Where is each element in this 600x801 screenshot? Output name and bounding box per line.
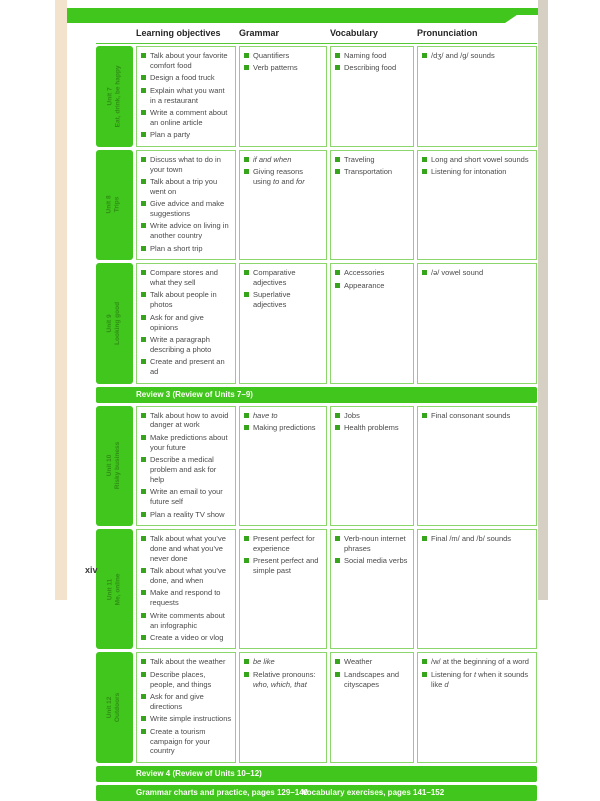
list-item bbox=[335, 556, 410, 566]
objectives-cell bbox=[136, 652, 236, 763]
list-item-text: /dʒ/ and /ɡ/ sounds bbox=[431, 51, 495, 60]
objectives-cell bbox=[136, 46, 236, 147]
bullet-list bbox=[335, 51, 410, 73]
bullet-square-icon bbox=[141, 590, 146, 595]
bullet-list bbox=[141, 268, 232, 377]
pronunciation-cell bbox=[417, 46, 537, 147]
list-item-text: Plan a party bbox=[150, 130, 191, 140]
list-item-text: Jobs bbox=[344, 410, 360, 420]
list-item bbox=[335, 670, 410, 690]
bullet-square-icon bbox=[141, 292, 146, 297]
bullet-square-icon bbox=[422, 270, 427, 275]
unit-title: Eat, drink, be happy bbox=[114, 65, 122, 128]
list-item-text: Discuss what to do in your town bbox=[150, 154, 221, 174]
list-item-text: Create a video or vlog bbox=[150, 632, 224, 642]
bullet-list bbox=[244, 534, 323, 576]
table-rows bbox=[96, 46, 537, 782]
bullet-square-icon bbox=[141, 694, 146, 699]
unit-label bbox=[96, 652, 133, 763]
bullet-square-icon bbox=[141, 88, 146, 93]
bullet-square-icon bbox=[422, 53, 427, 58]
unit-label-text bbox=[106, 573, 123, 605]
list-item-text: Make predictions about your future bbox=[150, 432, 228, 452]
unit-row-unit-7 bbox=[96, 46, 537, 147]
bullet-square-icon bbox=[244, 659, 249, 664]
list-item-text: Make and respond to requests bbox=[150, 588, 221, 608]
list-item bbox=[244, 556, 323, 576]
header-vocabulary: Vocabulary bbox=[330, 28, 378, 38]
list-item bbox=[244, 155, 323, 165]
bullet-list bbox=[141, 657, 232, 756]
bullet-square-icon bbox=[335, 53, 340, 58]
list-item bbox=[422, 51, 533, 61]
objectives-cell bbox=[136, 406, 236, 526]
list-item-text: Plan a reality TV show bbox=[150, 509, 225, 519]
list-item-text: Traveling bbox=[344, 154, 375, 164]
list-item bbox=[141, 290, 232, 310]
list-item-text: Present perfect and simple past bbox=[253, 556, 319, 576]
list-item-text: Ask for and give directions bbox=[150, 692, 204, 711]
list-item bbox=[244, 670, 323, 690]
header-learning-objectives: Learning objectives bbox=[136, 28, 221, 38]
list-item-text: Comparative adjectives bbox=[253, 268, 296, 288]
bullet-list bbox=[141, 155, 232, 254]
list-item bbox=[335, 411, 410, 421]
list-item bbox=[335, 167, 410, 177]
list-item-text: /w/ at the beginning of a word bbox=[431, 657, 529, 667]
list-item bbox=[141, 611, 232, 631]
bullet-square-icon bbox=[244, 425, 249, 430]
grammar-cell bbox=[239, 406, 327, 526]
bullet-square-icon bbox=[141, 270, 146, 275]
bullet-square-icon bbox=[141, 489, 146, 494]
list-item-text: Health problems bbox=[344, 422, 399, 432]
list-item-text: Write comments about an infographic bbox=[150, 610, 225, 630]
list-item-text bbox=[253, 155, 291, 165]
list-item bbox=[141, 714, 232, 724]
header-divider bbox=[96, 43, 537, 44]
italic-text: to bbox=[273, 176, 280, 186]
bullet-square-icon bbox=[141, 568, 146, 573]
pronunciation-cell bbox=[417, 406, 537, 526]
pronunciation-cell bbox=[417, 263, 537, 383]
list-item-text: Plan a short trip bbox=[150, 243, 203, 253]
list-item bbox=[335, 51, 410, 61]
unit-number: Unit 11 bbox=[106, 578, 114, 600]
list-item bbox=[244, 411, 323, 421]
bullet-square-icon bbox=[244, 672, 249, 677]
footer-band bbox=[96, 785, 537, 801]
unit-label bbox=[96, 46, 133, 147]
grammar-cell bbox=[239, 652, 327, 763]
list-item-text: Transportation bbox=[344, 167, 393, 177]
bullet-square-icon bbox=[335, 169, 340, 174]
list-item-text: Talk about what you’ve done, and when bbox=[150, 566, 226, 586]
bullet-square-icon bbox=[141, 337, 146, 342]
list-item-text: Relative pronouns: who, which, that bbox=[253, 669, 316, 689]
unit-row-unit-8 bbox=[96, 150, 537, 261]
unit-title: Looking good bbox=[114, 301, 122, 345]
list-item-text: Talk about how to avoid danger at work bbox=[150, 410, 229, 430]
bullet-list bbox=[141, 51, 232, 140]
bullet-list bbox=[422, 534, 533, 544]
unit-title: Me, online bbox=[114, 573, 122, 606]
list-item-text: Social media verbs bbox=[344, 556, 408, 566]
bullet-list bbox=[335, 534, 410, 566]
bullet-square-icon bbox=[141, 716, 146, 721]
footer-vocabulary-exercises: Vocabulary exercises, pages 141–152 bbox=[302, 787, 445, 797]
unit-row-unit-11 bbox=[96, 529, 537, 649]
bullet-square-icon bbox=[141, 157, 146, 162]
list-item-text: Giving reasons using to and for bbox=[253, 167, 305, 186]
list-item-text bbox=[253, 411, 278, 421]
list-item bbox=[244, 51, 323, 61]
bullet-square-icon bbox=[141, 359, 146, 364]
list-item-text: Write an email to your future self bbox=[150, 487, 223, 507]
list-item bbox=[244, 657, 323, 667]
bullet-square-icon bbox=[335, 425, 340, 430]
list-item-text: Accessories bbox=[344, 268, 385, 278]
list-item-text: Design a food truck bbox=[150, 73, 215, 83]
bullet-square-icon bbox=[244, 65, 249, 70]
list-item-text: Verb patterns bbox=[253, 63, 298, 73]
italic-text: if and when bbox=[253, 154, 292, 164]
page-edge-left bbox=[55, 0, 67, 600]
bullet-square-icon bbox=[422, 659, 427, 664]
list-item-text: Talk about people in photos bbox=[150, 290, 217, 310]
bullet-square-icon bbox=[335, 413, 340, 418]
page-edge-right bbox=[538, 0, 548, 600]
unit-row-unit-9 bbox=[96, 263, 537, 383]
list-item bbox=[141, 357, 232, 377]
bullet-list bbox=[141, 411, 232, 520]
unit-label bbox=[96, 529, 133, 649]
unit-label-text bbox=[106, 302, 123, 345]
bullet-square-icon bbox=[141, 613, 146, 618]
list-item-text: Talk about your favorite comfort food bbox=[150, 51, 228, 70]
list-item bbox=[244, 534, 323, 554]
list-item bbox=[422, 268, 533, 278]
list-item-text: Describing food bbox=[344, 63, 397, 73]
bullet-list bbox=[422, 155, 533, 177]
list-item bbox=[141, 244, 232, 254]
list-item bbox=[141, 86, 232, 106]
list-item-text: Listening for t when it sounds like d bbox=[431, 669, 529, 689]
bullet-list bbox=[141, 534, 232, 643]
list-item bbox=[244, 423, 323, 433]
list-item-text: Naming food bbox=[344, 51, 387, 60]
list-item bbox=[141, 268, 232, 288]
unit-label-text bbox=[106, 196, 123, 214]
list-item bbox=[141, 433, 232, 453]
page-body bbox=[67, 0, 538, 797]
list-item-text: Write a paragraph describing a photo bbox=[150, 334, 212, 354]
list-item-text: Verb-noun internet phrases bbox=[344, 533, 406, 553]
list-item bbox=[141, 411, 232, 431]
list-item-text: Final consonant sounds bbox=[431, 410, 511, 420]
list-item bbox=[244, 63, 323, 73]
bullet-square-icon bbox=[422, 672, 427, 677]
bullet-square-icon bbox=[335, 283, 340, 288]
list-item bbox=[335, 281, 410, 291]
page-number: xiv bbox=[85, 565, 98, 575]
list-item-text: Compare stores and what they sell bbox=[150, 268, 218, 288]
list-item bbox=[422, 411, 533, 421]
list-item-text bbox=[253, 657, 275, 667]
list-item-text: Talk about the weather bbox=[150, 657, 226, 667]
list-item-text: Describe places, people, and things bbox=[150, 669, 212, 689]
bullet-list bbox=[422, 268, 533, 278]
list-item-text: Talk about what you’ve done and what you’ve never done bbox=[150, 533, 226, 563]
unit-label-text bbox=[106, 693, 123, 722]
scope-sequence-table bbox=[96, 23, 537, 801]
list-item-text: Write a comment about an online article bbox=[150, 107, 228, 127]
list-item bbox=[335, 423, 410, 433]
italic-text: for bbox=[295, 176, 305, 186]
list-item-text: Final /m/ and /b/ sounds bbox=[431, 533, 512, 543]
grammar-cell bbox=[239, 150, 327, 261]
bullet-square-icon bbox=[335, 672, 340, 677]
bullet-square-icon bbox=[141, 512, 146, 517]
bullet-square-icon bbox=[335, 536, 340, 541]
bullet-square-icon bbox=[141, 536, 146, 541]
unit-row-unit-12 bbox=[96, 652, 537, 763]
bullet-square-icon bbox=[244, 558, 249, 563]
unit-title: Trips bbox=[114, 197, 122, 213]
unit-title: Risky business bbox=[114, 442, 122, 490]
list-item bbox=[141, 73, 232, 83]
list-item-text: /ə/ vowel sound bbox=[431, 268, 484, 278]
list-item bbox=[141, 670, 232, 690]
list-item-text: Write simple instructions bbox=[150, 714, 232, 724]
bullet-square-icon bbox=[141, 457, 146, 462]
bullet-list bbox=[244, 657, 323, 689]
unit-title: Outdoors bbox=[114, 692, 122, 723]
bullet-list bbox=[422, 51, 533, 61]
list-item bbox=[141, 692, 232, 712]
bullet-square-icon bbox=[335, 270, 340, 275]
list-item bbox=[141, 199, 232, 219]
list-item-text: Landscapes and cityscapes bbox=[344, 669, 400, 689]
bullet-list bbox=[335, 268, 410, 290]
bullet-square-icon bbox=[422, 157, 427, 162]
bullet-square-icon bbox=[244, 270, 249, 275]
bullet-list bbox=[244, 411, 323, 433]
list-item bbox=[422, 167, 533, 177]
unit-row-unit-10 bbox=[96, 406, 537, 526]
list-item bbox=[141, 155, 232, 175]
list-item-text: Long and short vowel sounds bbox=[431, 154, 529, 164]
bullet-square-icon bbox=[244, 157, 249, 162]
list-item bbox=[244, 167, 323, 187]
list-item bbox=[422, 534, 533, 544]
bullet-list bbox=[335, 155, 410, 177]
list-item bbox=[141, 588, 232, 608]
list-item bbox=[141, 313, 232, 333]
unit-number: Unit 10 bbox=[106, 454, 114, 477]
list-item-text: Explain what you want in a restaurant bbox=[150, 85, 225, 105]
grammar-cell bbox=[239, 529, 327, 649]
bullet-square-icon bbox=[141, 132, 146, 137]
list-item bbox=[335, 534, 410, 554]
list-item bbox=[335, 63, 410, 73]
list-item bbox=[141, 510, 232, 520]
objectives-cell bbox=[136, 529, 236, 649]
book-page bbox=[55, 0, 548, 797]
bullet-square-icon bbox=[141, 672, 146, 677]
list-item-text: Appearance bbox=[344, 280, 385, 290]
bullet-list bbox=[335, 411, 410, 433]
italic-text: have to bbox=[253, 410, 278, 420]
unit-label bbox=[96, 406, 133, 526]
list-item bbox=[141, 177, 232, 197]
list-item-text: Create and present an ad bbox=[150, 357, 225, 377]
vocabulary-cell bbox=[330, 529, 414, 649]
unit-label bbox=[96, 263, 133, 383]
bullet-square-icon bbox=[244, 169, 249, 174]
pronunciation-cell bbox=[417, 150, 537, 261]
italic-text: be like bbox=[253, 657, 275, 667]
bullet-square-icon bbox=[141, 435, 146, 440]
bullet-list bbox=[422, 657, 533, 689]
bullet-square-icon bbox=[141, 729, 146, 734]
bullet-square-icon bbox=[244, 536, 249, 541]
list-item-text: Talk about a trip you went on bbox=[150, 176, 218, 196]
italic-text: d bbox=[444, 679, 449, 689]
list-item-text: Give advice and make suggestions bbox=[150, 199, 225, 219]
bullet-square-icon bbox=[141, 75, 146, 80]
unit-label-text bbox=[106, 442, 123, 489]
unit-number: Unit 8 bbox=[106, 195, 114, 214]
header-pronunciation: Pronunciation bbox=[417, 28, 478, 38]
unit-label bbox=[96, 150, 133, 261]
list-item bbox=[422, 155, 533, 165]
list-item bbox=[141, 455, 232, 485]
bullet-square-icon bbox=[141, 246, 146, 251]
pronunciation-cell bbox=[417, 529, 537, 649]
list-item-text: Making predictions bbox=[253, 422, 316, 432]
unit-label-text bbox=[106, 65, 123, 127]
list-item bbox=[141, 633, 232, 643]
list-item bbox=[335, 657, 410, 667]
list-item bbox=[335, 155, 410, 165]
grammar-cell bbox=[239, 263, 327, 383]
list-item-text: Write advice on living in another country bbox=[150, 221, 229, 241]
bullet-square-icon bbox=[244, 53, 249, 58]
objectives-cell bbox=[136, 263, 236, 383]
bullet-list bbox=[335, 657, 410, 689]
header-grammar: Grammar bbox=[239, 28, 280, 38]
bullet-square-icon bbox=[141, 223, 146, 228]
bullet-square-icon bbox=[335, 659, 340, 664]
list-item-text: Quantifiers bbox=[253, 51, 290, 60]
review-band: Review 4 (Review of Units 10–12) bbox=[96, 766, 537, 782]
bullet-square-icon bbox=[141, 201, 146, 206]
bullet-square-icon bbox=[141, 659, 146, 664]
unit-number: Unit 9 bbox=[106, 314, 114, 333]
vocabulary-cell bbox=[330, 46, 414, 147]
pronunciation-cell bbox=[417, 652, 537, 763]
vocabulary-cell bbox=[330, 406, 414, 526]
list-item-text: Create a tourism campaign for your country bbox=[150, 726, 211, 756]
bullet-list bbox=[244, 268, 323, 310]
list-item-text: Listening for intonation bbox=[431, 167, 507, 177]
italic-text: who, which, that bbox=[253, 679, 307, 689]
list-item bbox=[141, 51, 232, 71]
list-item bbox=[141, 566, 232, 586]
list-item-text: Present perfect for experience bbox=[253, 533, 315, 553]
vocabulary-cell bbox=[330, 150, 414, 261]
footer-grammar-charts: Grammar charts and practice, pages 129–140 bbox=[136, 787, 309, 797]
bullet-square-icon bbox=[335, 157, 340, 162]
list-item bbox=[244, 290, 323, 310]
bullet-square-icon bbox=[244, 292, 249, 297]
column-headers bbox=[96, 23, 537, 43]
bullet-square-icon bbox=[141, 635, 146, 640]
list-item bbox=[141, 657, 232, 667]
vocabulary-cell bbox=[330, 652, 414, 763]
bullet-square-icon bbox=[141, 413, 146, 418]
list-item bbox=[244, 268, 323, 288]
bullet-list bbox=[244, 51, 323, 73]
list-item-text: Ask for and give opinions bbox=[150, 312, 204, 332]
review-band: Review 3 (Review of Units 7–9) bbox=[96, 387, 537, 403]
list-item bbox=[141, 130, 232, 140]
list-item bbox=[141, 727, 232, 757]
unit-number: Unit 7 bbox=[106, 87, 114, 106]
bullet-square-icon bbox=[422, 413, 427, 418]
vocabulary-cell bbox=[330, 263, 414, 383]
unit-number: Unit 12 bbox=[106, 696, 114, 719]
bullet-square-icon bbox=[335, 558, 340, 563]
list-item-text: Weather bbox=[344, 657, 373, 667]
list-item-text: Superlative adjectives bbox=[253, 290, 291, 310]
list-item bbox=[335, 268, 410, 278]
bullet-square-icon bbox=[244, 413, 249, 418]
list-item bbox=[141, 335, 232, 355]
list-item bbox=[141, 487, 232, 507]
bullet-square-icon bbox=[422, 169, 427, 174]
list-item bbox=[141, 534, 232, 564]
bullet-square-icon bbox=[141, 315, 146, 320]
bullet-square-icon bbox=[141, 110, 146, 115]
list-item bbox=[141, 221, 232, 241]
grammar-cell bbox=[239, 46, 327, 147]
list-item bbox=[141, 108, 232, 128]
top-green-bar bbox=[67, 8, 538, 23]
bullet-square-icon bbox=[422, 536, 427, 541]
list-item bbox=[422, 670, 533, 690]
objectives-cell bbox=[136, 150, 236, 261]
bullet-square-icon bbox=[141, 179, 146, 184]
bullet-list bbox=[244, 155, 323, 187]
italic-text: t bbox=[473, 669, 477, 679]
bullet-square-icon bbox=[141, 53, 146, 58]
bullet-square-icon bbox=[335, 65, 340, 70]
list-item bbox=[422, 657, 533, 667]
list-item-text: Describe a medical problem and ask for help bbox=[150, 455, 217, 484]
bullet-list bbox=[422, 411, 533, 421]
